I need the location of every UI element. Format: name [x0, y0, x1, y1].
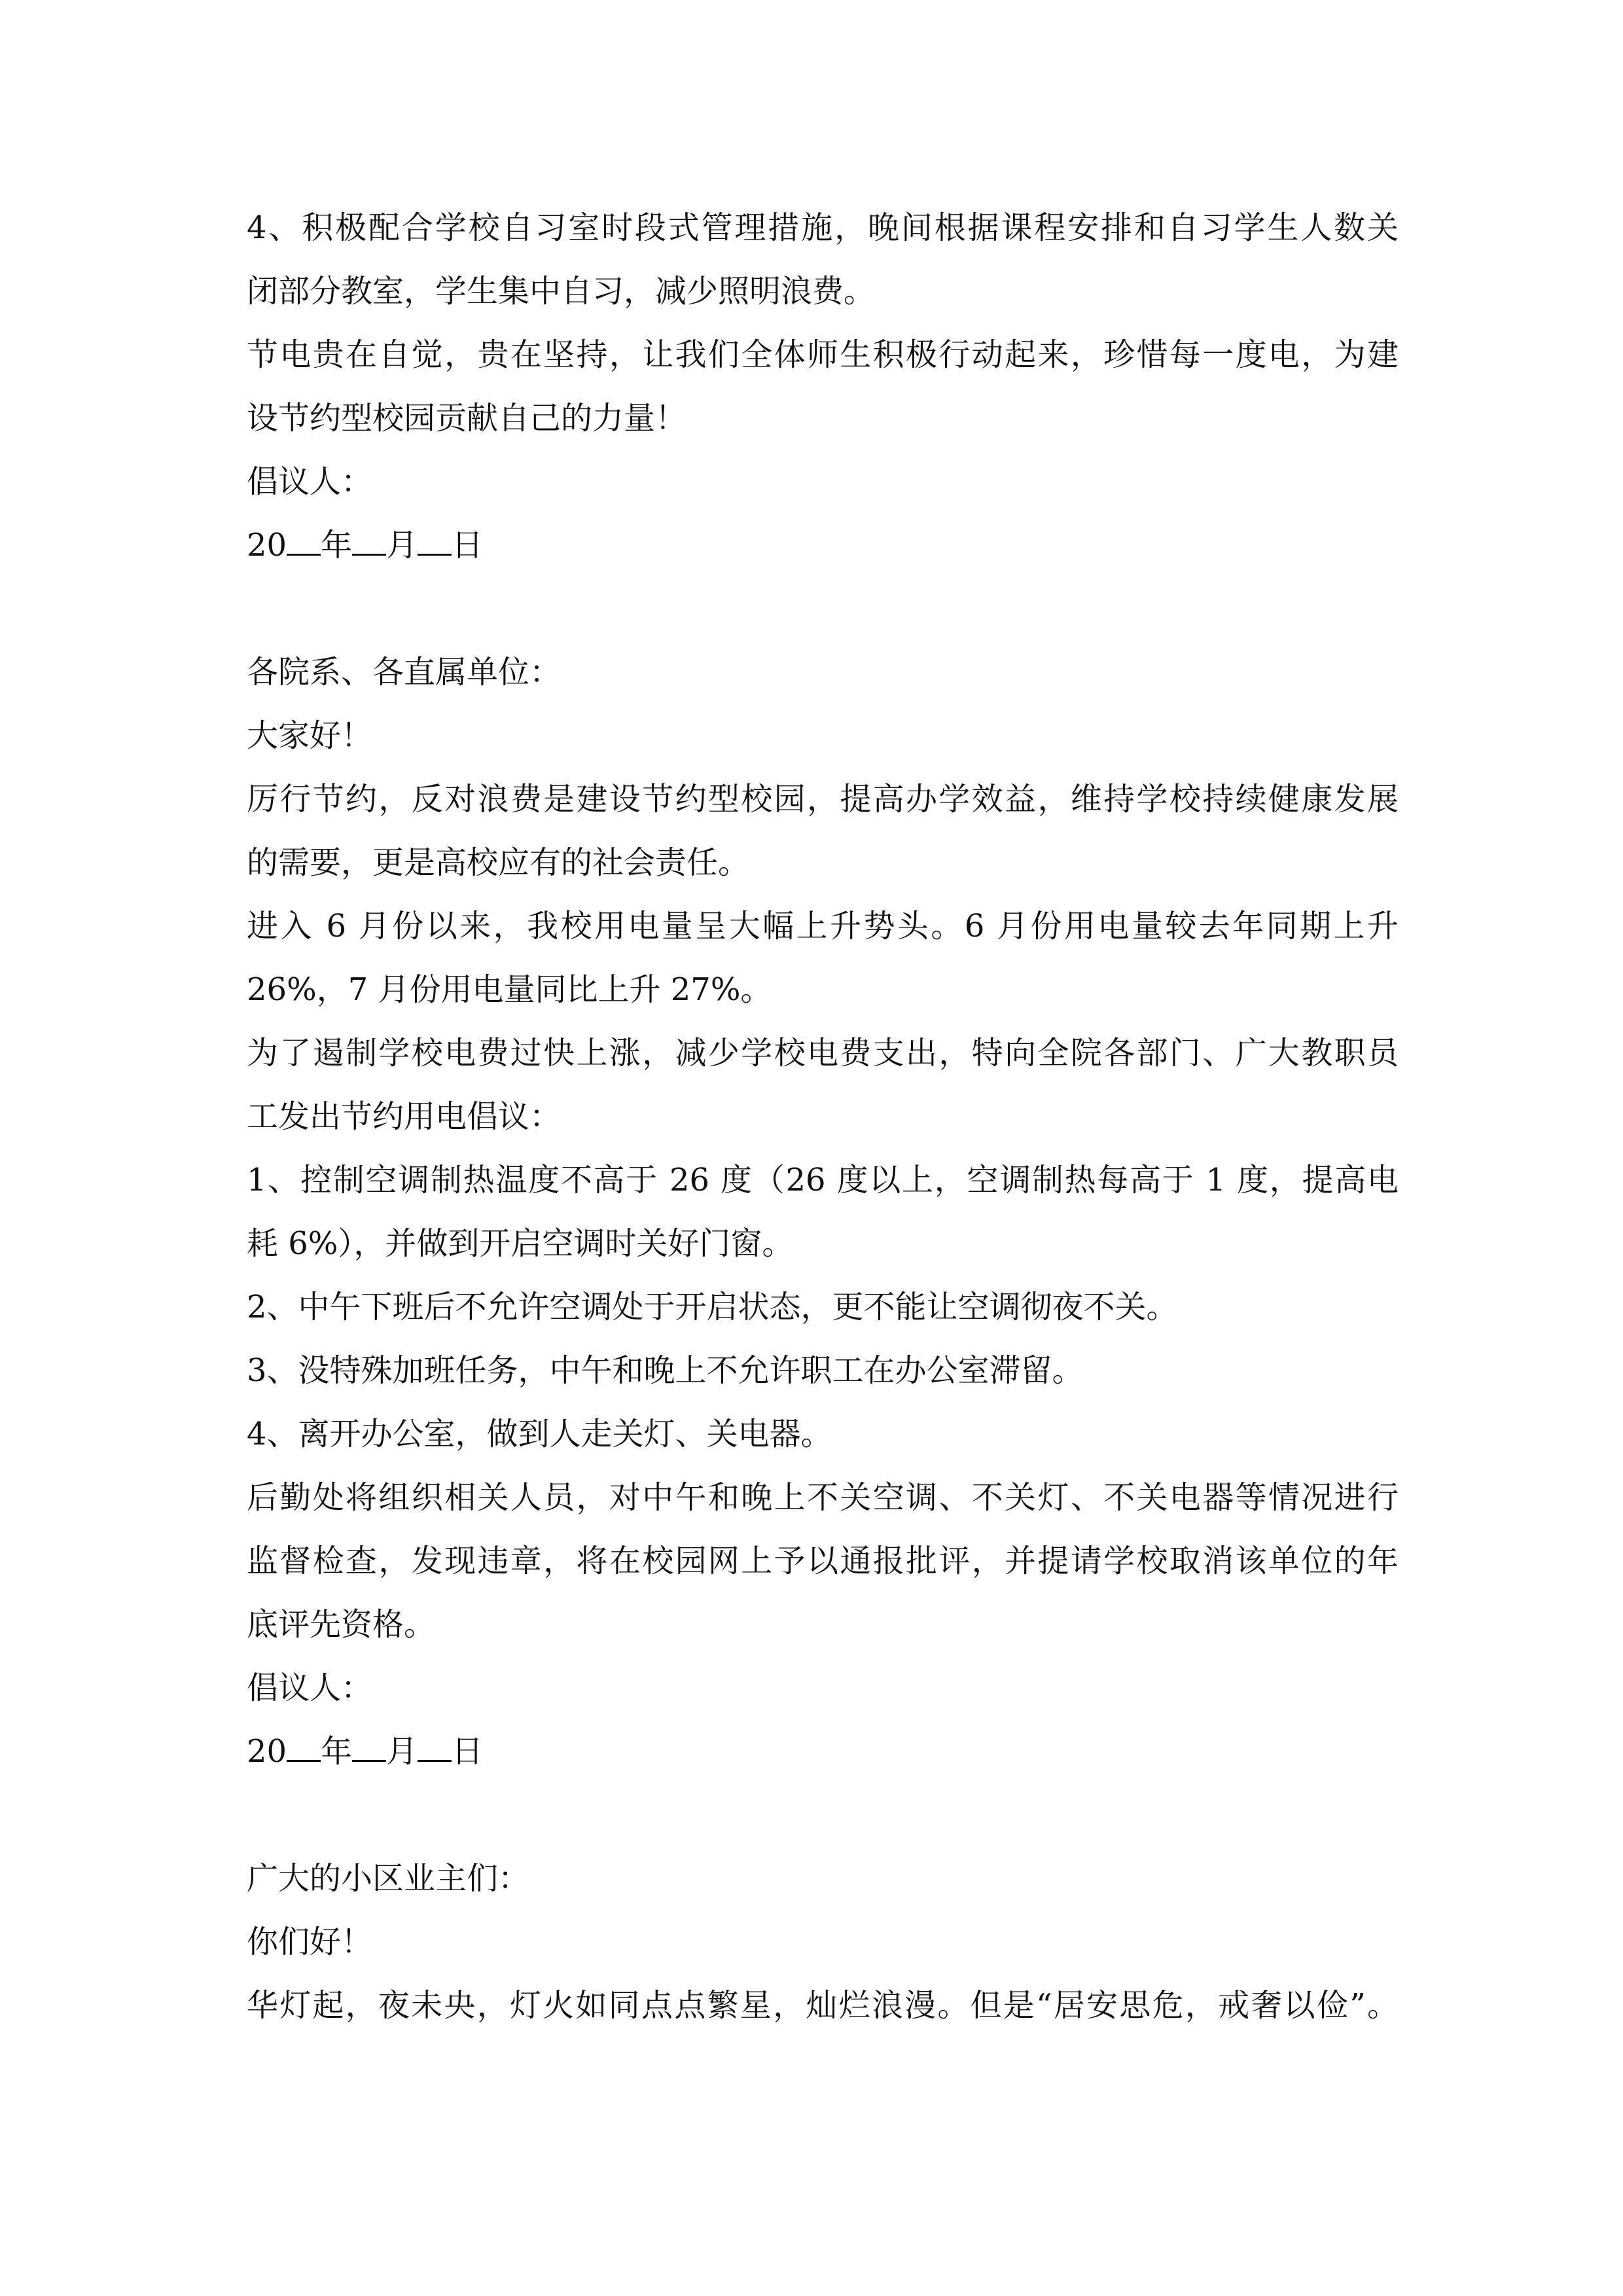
- date-day-char: 日: [452, 527, 484, 564]
- paragraph-1-line-1: 厉行节约，反对浪费是建设节约型校园，提高办学效益，维持学校持续健康发展: [247, 781, 1399, 817]
- date-day-char: 日: [452, 1733, 484, 1770]
- date-year-blank: [287, 528, 321, 556]
- date-day-blank: [418, 528, 452, 556]
- addressee: 各院系、各直属单位：: [247, 654, 562, 691]
- date-line: [247, 514, 1399, 577]
- paragraph-4-line-2: 监督检查，发现违章，将在校园网上予以通报批评，并提请学校取消该单位的年: [247, 1543, 1399, 1579]
- item-1-line-2: 耗 6%），并做到开启空调时关好门窗。: [247, 1225, 794, 1262]
- item-2: 2、中午下班后不允许空调处于开启状态，更不能让空调彻夜不关。: [247, 1289, 1178, 1325]
- date-month-char: 月: [386, 527, 418, 564]
- date-year-char: 年: [321, 527, 353, 564]
- paragraph-1-line-1: 华灯起，夜未央，灯火如同点点繁星，灿烂浪漫。但是“居安思危，戒奢以俭”。: [247, 1987, 1399, 2024]
- document-page: [247, 196, 1399, 2037]
- item-4: 4、离开办公室，做到人走关灯、关电器。: [247, 1416, 832, 1452]
- date-year-prefix: 20: [247, 1733, 287, 1770]
- date-year-char: 年: [321, 1733, 353, 1770]
- date-month-char: 月: [386, 1733, 418, 1770]
- date-line: [247, 1720, 1399, 1784]
- paragraph-3-line-1: 为了遏制学校电费过快上涨，减少学校电费支出，特向全院各部门、广大教职员: [247, 1035, 1399, 1071]
- signer-label: 倡议人：: [247, 463, 373, 500]
- date-month-blank: [352, 528, 386, 556]
- closing-line-1: 节电贵在自觉，贵在坚持，让我们全体师生积极行动起来，珍惜每一度电，为建: [247, 336, 1399, 373]
- paragraph-4-line-3: 底评先资格。: [247, 1606, 436, 1643]
- closing-line-2: 设节约型校园贡献自己的力量！: [247, 400, 687, 437]
- paragraph-4-line-1: 后勤处将组织相关人员，对中午和晚上不关空调、不关灯、不关电器等情况进行: [247, 1479, 1399, 1516]
- paragraph-1-line-2: 的需要，更是高校应有的社会责任。: [247, 844, 750, 881]
- paragraph-3-line-2: 工发出节约用电倡议：: [247, 1098, 562, 1135]
- item-4-line-2: 闭部分教室，学生集中自习，减少照明浪费。: [247, 273, 876, 310]
- date-month-blank: [352, 1734, 386, 1762]
- item-3: 3、没特殊加班任务，中午和晚上不允许职工在办公室滞留。: [247, 1352, 1084, 1389]
- paragraph-2-line-2: 26%，7 月份用电量同比上升 27%。: [247, 971, 772, 1008]
- date-year-blank: [287, 1734, 321, 1762]
- addressee: 广大的小区业主们：: [247, 1860, 530, 1897]
- greeting: 你们好！: [247, 1924, 373, 1960]
- date-year-prefix: 20: [247, 527, 287, 564]
- item-1-line-1: 1、控制空调制热温度不高于 26 度（26 度以上，空调制热每高于 1 度，提高电: [247, 1162, 1399, 1198]
- section-gap: [247, 1784, 1399, 1847]
- section-gap: [247, 577, 1399, 641]
- item-4-line-1: 4、积极配合学校自习室时段式管理措施，晚间根据课程安排和自习学生人数关: [247, 209, 1399, 246]
- date-day-blank: [418, 1734, 452, 1762]
- signer-label: 倡议人：: [247, 1670, 373, 1706]
- greeting: 大家好！: [247, 717, 373, 754]
- paragraph-2-line-1: 进入 6 月份以来，我校用电量呈大幅上升势头。6 月份用电量较去年同期上升: [247, 908, 1399, 944]
